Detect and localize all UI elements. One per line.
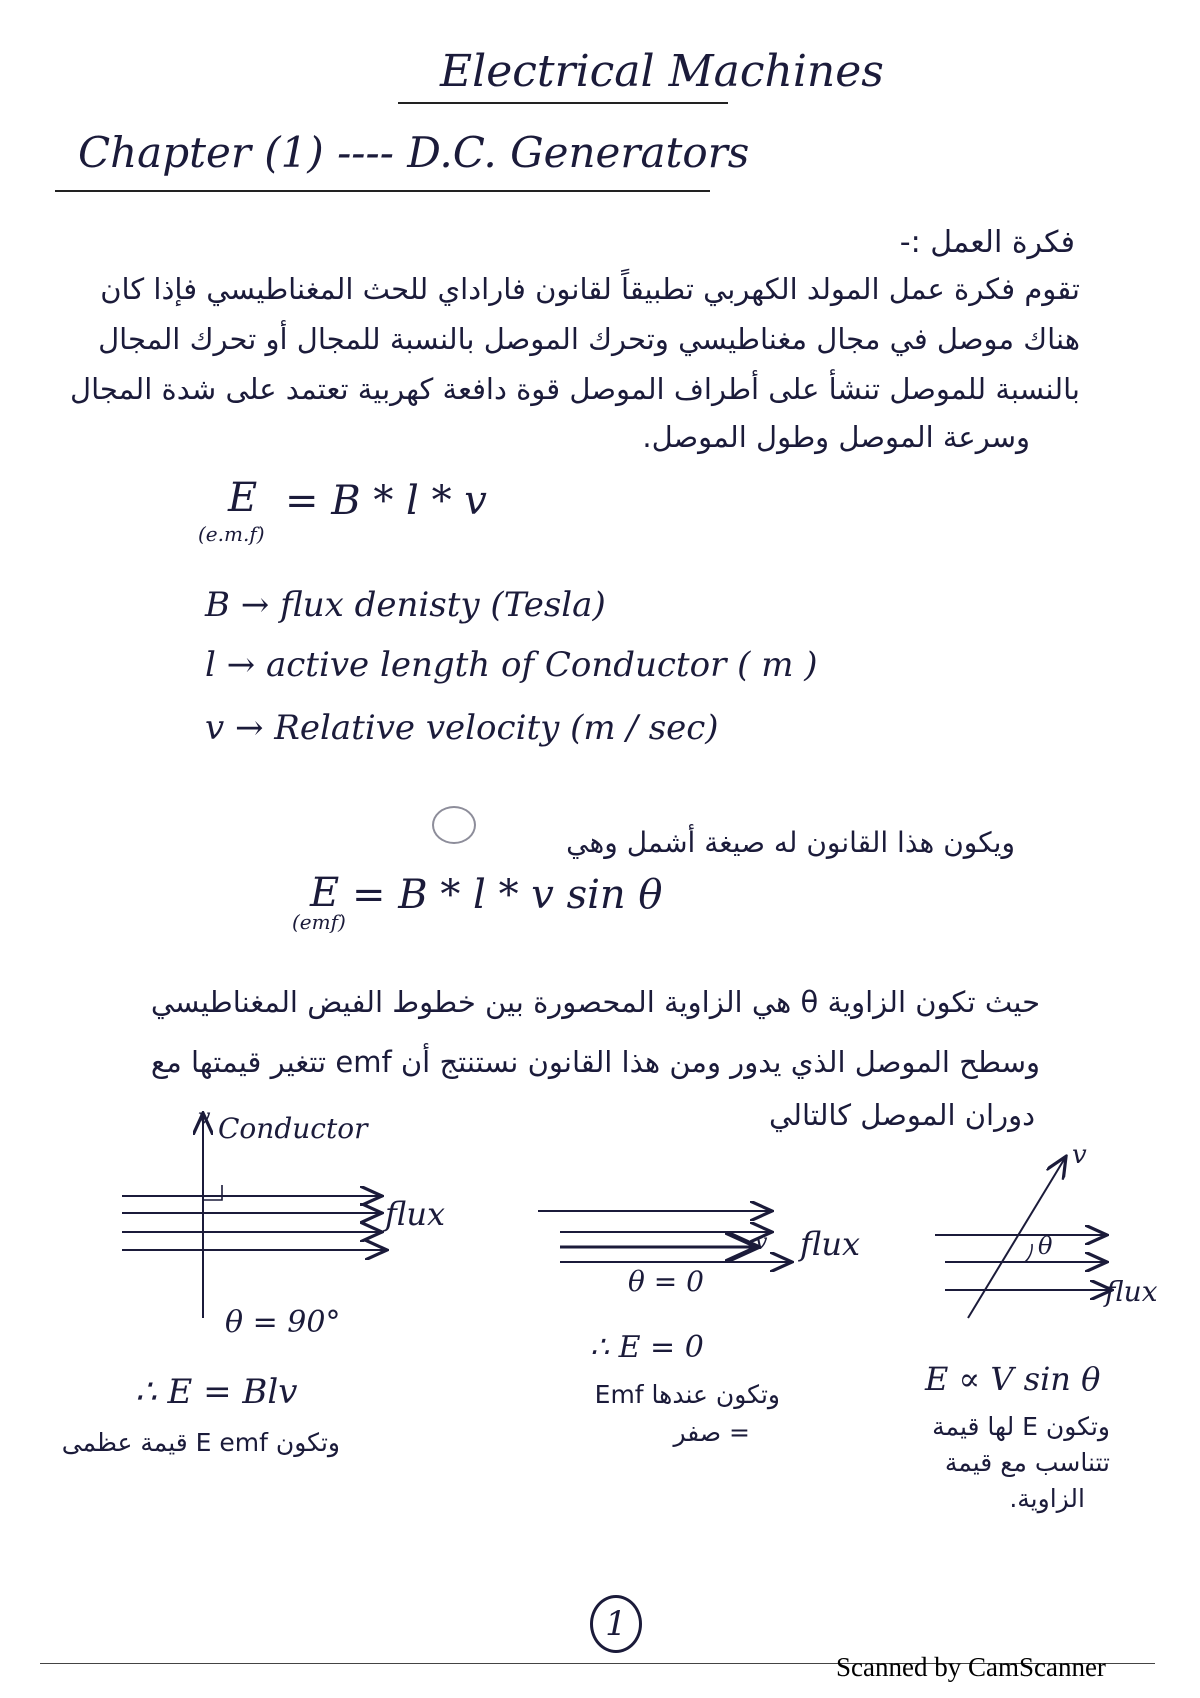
diagram-3-result-arabic-2: تتناسب مع قيمة xyxy=(944,1448,1110,1477)
diagram-1-v-label: v xyxy=(198,1105,211,1130)
arabic-paragraph-line-1: تقوم فكرة عمل المولد الكهربي تطبيقاً لقانون فاراداي للحث المغناطيسي فإذا كان xyxy=(100,272,1080,306)
diagram-1 xyxy=(122,1115,385,1318)
arabic-heading: فكرة العمل :- xyxy=(899,225,1075,260)
diagram-2-result: ∴ E = 0 xyxy=(590,1330,704,1365)
arabic-explanation-line-2: وسطح الموصل الذي يدور ومن هذا القانون نستنتج أن emf تتغير قيمتها مع xyxy=(150,1045,1040,1079)
arabic-paragraph-line-2: هناك موصل في مجال مغناطيسي وتحرك الموصل بالنسبة للمجال أو تحرك المجال xyxy=(98,322,1080,356)
arabic-paragraph-line-4: وسرعة الموصل وطول الموصل. xyxy=(642,420,1030,454)
theta-arc xyxy=(1025,1244,1032,1262)
diagram-3 xyxy=(935,1158,1110,1318)
diagram-1-angle-label: θ = 90° xyxy=(225,1305,341,1340)
diagram-2-v-label: v xyxy=(755,1230,768,1255)
diagram-2 xyxy=(538,1211,790,1262)
definition-b: B → flux denisty (Tesla) xyxy=(205,585,606,625)
page-title: Electrical Machines xyxy=(440,46,884,97)
diagram-3-result-arabic-1: وتكون E لها قيمة xyxy=(932,1412,1110,1441)
arabic-explanation-line-1: حيث تكون الزاوية θ هي الزاوية المحصورة بين خطوط الفيض المغناطيسي xyxy=(150,985,1040,1019)
diagram-3-theta-label: θ xyxy=(1038,1232,1053,1260)
diagram-3-flux-label: flux xyxy=(1105,1275,1158,1308)
page-number: 1 xyxy=(590,1595,642,1653)
diagram-2-flux-label: flux xyxy=(800,1225,860,1263)
diagram-1-result-arabic: وتكون E emf قيمة عظمى xyxy=(61,1428,340,1457)
formula-1-lhs: E xyxy=(228,475,258,521)
definition-v: v → Relative velocity (m / sec) xyxy=(205,708,719,748)
formula-2-lhs: E xyxy=(310,870,340,916)
diagram-2-result-arabic-2: = صفر xyxy=(673,1418,750,1447)
formula-1-subscript: (e.m.f) xyxy=(198,522,265,546)
diagram-3-result-arabic-3: الزاوية. xyxy=(1009,1484,1085,1513)
definition-l: l → active length of Conductor ( m ) xyxy=(205,645,818,685)
diagram-1-flux-label: flux xyxy=(385,1195,445,1233)
arabic-paragraph-line-3: بالنسبة للموصل تنشأ على أطراف الموصل قوة دافعة كهربية تعتمد على شدة المجال xyxy=(70,372,1080,406)
formula-1-rhs: = B * l * v xyxy=(285,478,487,524)
diagram-2-angle-label: θ = 0 xyxy=(628,1265,704,1298)
right-angle-mark xyxy=(203,1185,222,1200)
scanner-watermark: Scanned by CamScanner xyxy=(836,1652,1106,1682)
diagram-1-result: ∴ E = Blv xyxy=(135,1372,298,1412)
chapter-heading: Chapter (1) ---- D.C. Generators xyxy=(78,128,750,177)
formula-2-subscript: (emf) xyxy=(292,910,346,934)
diagram-1-conductor-label: Conductor xyxy=(218,1112,368,1145)
arabic-general-form: ويكون هذا القانون له صيغة أشمل وهي xyxy=(566,826,1015,859)
arabic-explanation-line-3: دوران الموصل كالتالي xyxy=(768,1098,1035,1132)
formula-2-rhs: = B * l * v sin θ xyxy=(352,872,663,918)
diagram-3-v-label: v xyxy=(1072,1140,1087,1170)
diagram-2-result-arabic-1: وتكون عندها Emf xyxy=(594,1380,780,1409)
diagram-3-result: E ∝ V sin θ xyxy=(925,1360,1101,1398)
